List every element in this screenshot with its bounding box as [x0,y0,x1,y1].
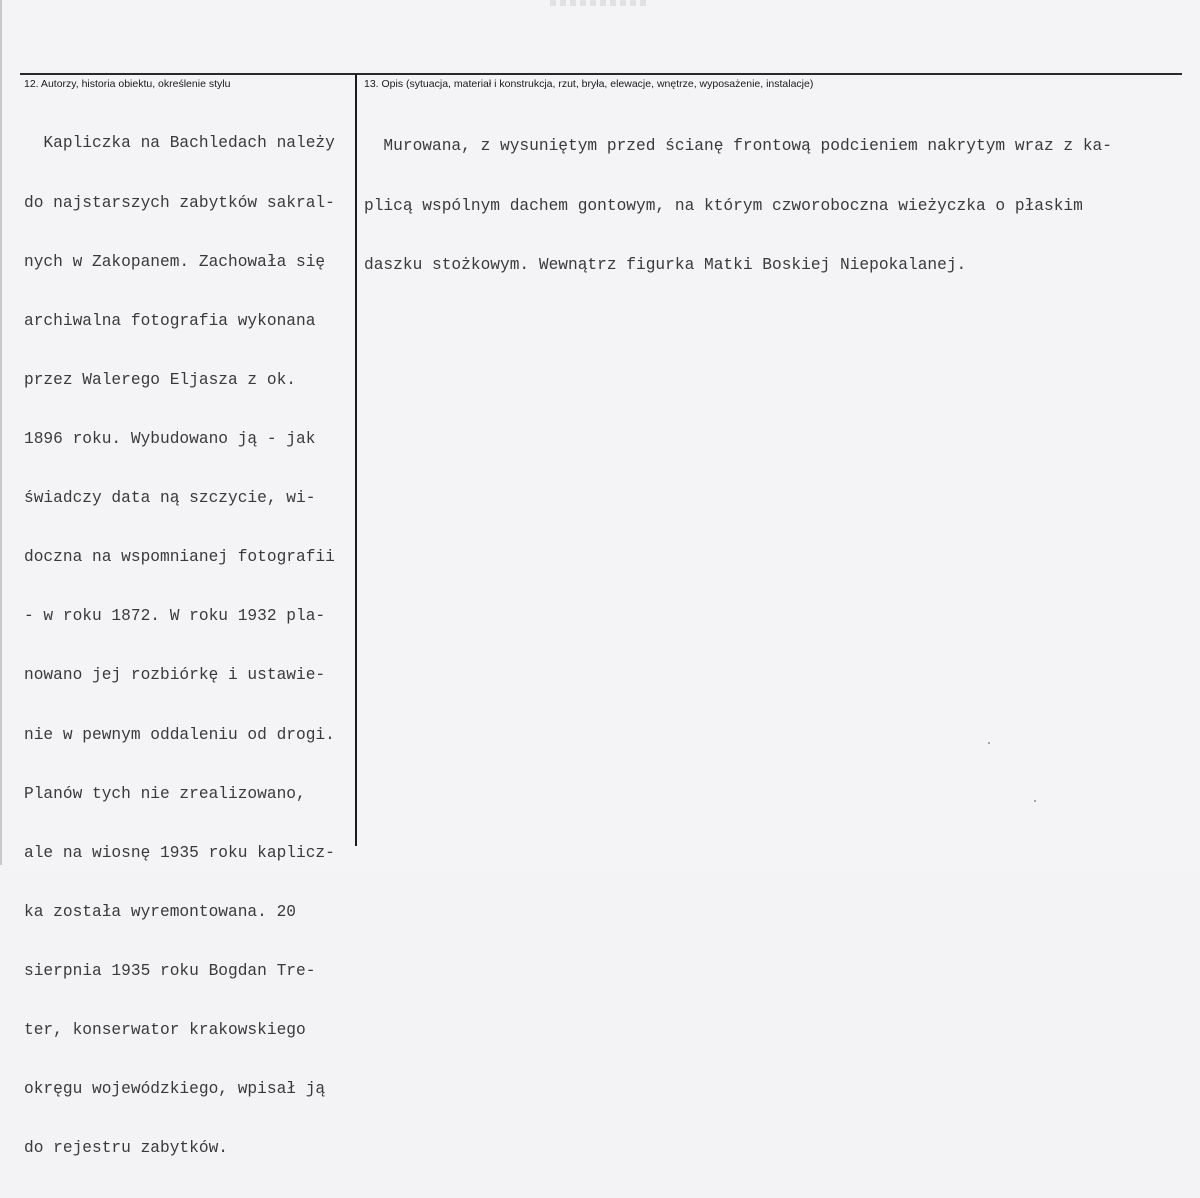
top-rule [20,73,1182,75]
section-12-line: okręgu wojewódzkiego, wpisał ją [24,1080,326,1099]
section-12-line: 1896 roku. Wybudowano ją - jak [24,429,316,448]
section-12-line: nie w pewnym oddaleniu od drogi. [24,725,335,744]
section-12-label: 12. Autorzy, historia obiektu, określenie stylu [24,78,231,90]
section-12-line: nowano jej rozbiórkę i ustawie- [24,666,326,685]
section-12-line: przez Walerego Eljasza z ok. [24,370,296,389]
section-12-line: ka została wyremontowana. 20 [24,902,296,921]
section-12-line: świadczy data ną szczycie, wi- [24,489,316,508]
section-13-text [364,98,1174,315]
paper-speck [1034,800,1036,802]
section-12-line: ter, konserwator krakowskiego [24,1021,306,1040]
section-12-line: do rejestru zabytków. [24,1139,228,1158]
section-12-line: - w roku 1872. W roku 1932 pla- [24,607,326,626]
section-12-line: doczna na wspomnianej fotografii [24,548,335,567]
section-13-line: Murowana, z wysuniętym przed ścianę frontową podcieniem nakrytym wraz z ka- [364,137,1112,156]
section-12-line: ale na wiosnę 1935 roku kaplicz- [24,843,335,862]
paper-speck [988,742,990,744]
section-12-text [24,95,356,1198]
section-12-line: archiwalna fotografia wykonana [24,311,316,330]
section-12-line: Kapliczka na Bachledach należy [24,134,335,153]
faint-header-mark [550,0,650,6]
section-13-label: 13. Opis (sytuacja, materiał i konstrukcja, rzut, bryła, elewacje, wnętrze, wyposażenie, instalacje) [364,78,814,90]
section-12-line: sierpnia 1935 roku Bogdan Tre- [24,961,316,980]
section-12-line: do najstarszych zabytków sakral- [24,193,335,212]
section-13 [364,77,1174,315]
section-12-line: Planów tych nie zrealizowano, [24,784,306,803]
section-13-line: plicą wspólnym dachem gontowym, na którym czworoboczna wieżyczka o płaskim [364,196,1083,215]
section-12-line: nych w Zakopanem. Zachowała się [24,252,326,271]
section-12 [24,77,356,1198]
section-13-line: daszku stożkowym. Wewnątrz figurka Matki Boskiej Niepokalanej. [364,255,967,274]
